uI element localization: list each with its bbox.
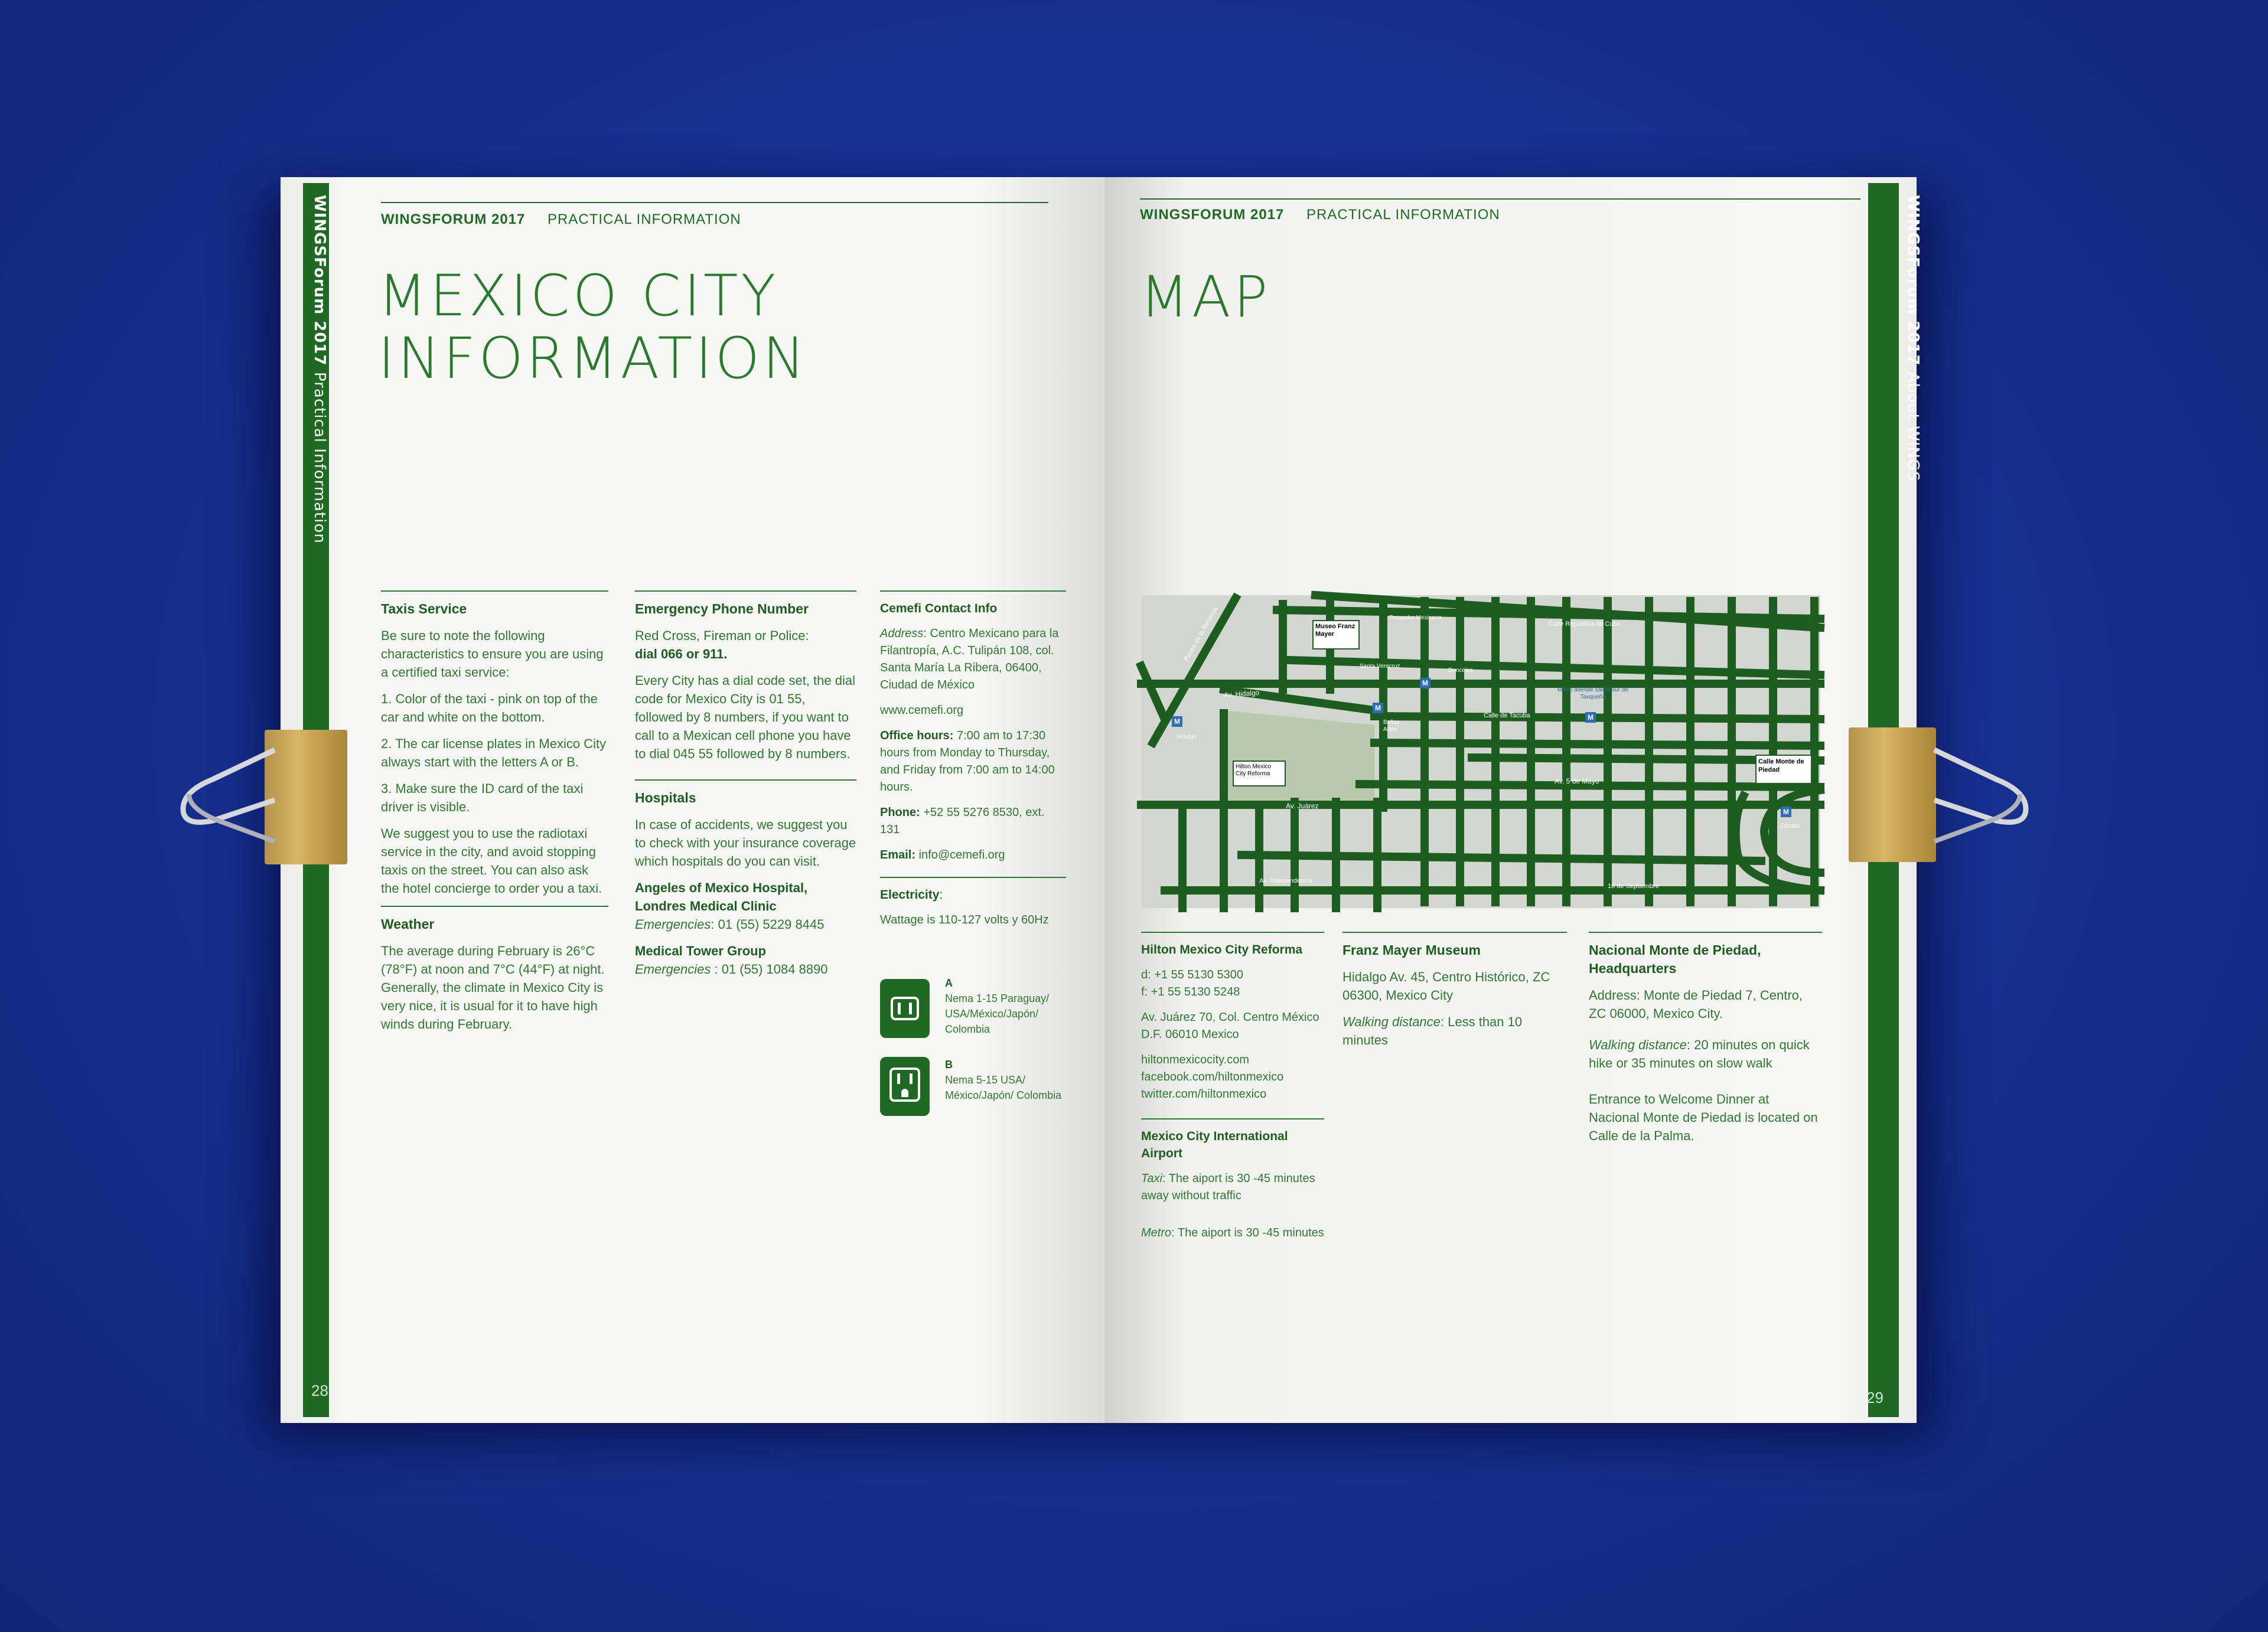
hospitals-text: In case of accidents, we suggest you to check with your insurance coverage which hospitals do you can visit.: [635, 817, 856, 869]
cemefi-email-label: Email:: [880, 848, 916, 861]
plug-b-letter: B: [945, 1059, 953, 1070]
right-header-section: PRACTICAL INFORMATION: [1306, 207, 1500, 223]
map-label-zocalo: Zócalo: [1780, 822, 1800, 830]
monte-address: Address: Monte de Piedad 7, Centro, ZC 06000, Mexico City.: [1589, 988, 1803, 1021]
weather-text: The average during February is 26°C (78°F) at noon and 7°C (44°F) at night. Generally, the climate in Mexico City is very nice, it is usual for it to have high winds during February.: [381, 944, 605, 1032]
map-svg: [1141, 595, 1820, 908]
hilton-info: [1141, 932, 1324, 1250]
hospital1-name: Angeles of Mexico Hospital, Londres Medical Clinic: [635, 880, 808, 913]
plug-type-b-icon: [880, 1057, 930, 1116]
hilton-facebook[interactable]: facebook.com/hiltonmexico: [1141, 1070, 1284, 1083]
metro-icon: M: [1781, 807, 1791, 817]
column-cemefi-electricity: [880, 590, 1066, 937]
hilton-address: Av. Juárez 70, Col. Centro México D.F. 06010 Mexico: [1141, 1011, 1319, 1041]
right-header-rule: [1140, 198, 1860, 200]
metro-icon: M: [1373, 703, 1383, 713]
metro-icon: M: [1420, 678, 1430, 688]
airport-taxi-label: Taxi: [1141, 1172, 1162, 1185]
map-street-5-mayo: Av. 5 de Mayo: [1555, 777, 1599, 785]
monte-heading: Nacional Monte de Piedad, Headquarters: [1589, 942, 1761, 976]
map-street-independencia: Av. Independencia: [1259, 877, 1313, 884]
hilton-heading: Hilton Mexico City Reforma: [1141, 943, 1303, 957]
cemefi-phone: [880, 804, 1066, 838]
map-label-hidalgo-metro: Hidalgo: [1177, 734, 1197, 740]
hospital1-phone: : 01 (55) 5229 8445: [711, 917, 825, 932]
hospital2-name: Medical Tower Group: [635, 944, 767, 958]
plug-a-text: Nema 1-15 Paraguay/ USA/México/Japón/ Colombia: [945, 993, 1050, 1035]
taxis-rule: [381, 590, 608, 592]
cemefi-web: www.cemefi.org: [880, 704, 964, 717]
taxis-advice: We suggest you to use the radiotaxi service in the city, and avoid stopping taxis on the street. You can also ask the hotel concierge to order you a taxi.: [381, 826, 602, 896]
left-header-section: PRACTICAL INFORMATION: [548, 211, 741, 227]
franz-walk: [1342, 1013, 1567, 1049]
cemefi-hours: [880, 727, 1066, 796]
airport-metro-label: Metro: [1141, 1226, 1172, 1239]
hospitals-heading: Hospitals: [635, 790, 696, 805]
cemefi-phone-text: +52 55 5276 8530, ext. 131: [880, 806, 1045, 836]
monte-walk: [1589, 1036, 1822, 1072]
page-title-line1: MEXICO CITY: [378, 263, 779, 329]
right-header: [1140, 207, 1500, 223]
map-street-donceles: Donceles: [1448, 667, 1473, 674]
hospitals-rule: [635, 779, 856, 781]
map-label-metro-allende: Metro allende salida sur de Taxqueña: [1557, 687, 1629, 700]
map-street-cuba: Calle República de Cuba: [1549, 621, 1621, 628]
right-binder-clip: [1849, 727, 1936, 862]
map-label-hilton[interactable]: Hilton Mexico City Reforma: [1233, 760, 1286, 786]
map-title: MAP: [1140, 264, 1271, 330]
left-header: [381, 211, 741, 228]
plug-a-letter: A: [945, 977, 953, 989]
monte-entrance: Entrance to Welcome Dinner at Nacional Monte de Piedad is located on Calle de la Palma.: [1589, 1092, 1818, 1143]
right-spine-title: WINGSForum 2017: [1904, 195, 1922, 366]
map-street-hidalgo: Av. Hidalgo: [1223, 688, 1260, 700]
right-page-number: 29: [1866, 1389, 1884, 1406]
hospital2-phone-line: [635, 960, 856, 978]
left-clip-handle: [171, 738, 284, 856]
emergency-line2: dial 066 or 911.: [635, 647, 728, 661]
page-title-line2: INFORMATION: [378, 325, 808, 391]
left-page-number: 28: [311, 1382, 328, 1399]
plug-type-a-icon: [880, 979, 930, 1038]
monte-info: [1589, 932, 1822, 1153]
cemefi-email-text: info@cemefi.org: [915, 848, 1005, 861]
map-street-tacuba: Calle de Tacuba: [1484, 712, 1530, 719]
monte-walk-label: Walking distance: [1589, 1037, 1687, 1052]
cemefi-heading: Cemefi Contact Info: [880, 602, 998, 615]
map-street-veracruz: Santa Veracruz: [1360, 663, 1400, 670]
airport-metro: [1141, 1225, 1324, 1242]
electricity-text: Wattage is 110-127 volts y 60Hz: [880, 913, 1049, 926]
left-spine-title: WINGSForum 2017: [311, 195, 328, 366]
map-street-pensador: Pensador Mexicano: [1389, 615, 1442, 621]
left-header-brand: WINGSFORUM 2017: [381, 211, 526, 227]
franz-walk-label: Walking distance: [1342, 1014, 1441, 1029]
cemefi-address-text: : Centro Mexicano para la Filantropía, A.C. Tulipán 108, col. Santa María La Ribera, 06400, Ciudad de México: [880, 627, 1059, 691]
column-taxis-weather: [381, 590, 608, 1042]
page-title: [378, 265, 808, 390]
metro-icon: M: [1172, 716, 1182, 727]
map-label-monte[interactable]: Calle Monte de Piedad: [1755, 755, 1812, 784]
hilton-phone: d: +1 55 5130 5300: [1141, 968, 1243, 981]
franz-address: Hidalgo Av. 45, Centro Histórico, ZC 06300, Mexico City: [1342, 970, 1550, 1003]
monte-rule: [1589, 932, 1822, 933]
taxis-intro: Be sure to note the following characteristics to ensure you are using a certified taxi service:: [381, 628, 604, 680]
cemefi-hours-text: 7:00 am to 17:30 hours from Monday to Thursday, and Friday from 7:00 am to 14:00 hours.: [880, 729, 1055, 794]
hospital1-label: Emergencies: [635, 917, 711, 932]
metro-icon: M: [1585, 712, 1596, 723]
map-street-16-sept: 16 de Septiembre: [1608, 883, 1659, 890]
electricity-heading-colon: :: [939, 888, 943, 902]
hilton-rule: [1141, 932, 1324, 933]
airport-metro-text: : The aiport is 30 -45 minutes: [1171, 1226, 1324, 1239]
franz-heading: Franz Mayer Museum: [1342, 942, 1481, 958]
airport-taxi: [1141, 1170, 1324, 1205]
map-street-juarez: Av. Juárez: [1286, 802, 1319, 810]
plug-a-info: [945, 975, 1063, 1037]
hospital2-phone: : 01 (55) 1084 8890: [711, 962, 828, 977]
electricity-heading-line: [880, 886, 1066, 903]
cemefi-email: [880, 847, 1066, 864]
weather-heading: Weather: [381, 916, 435, 932]
franz-rule: [1342, 932, 1567, 933]
left-page: [281, 177, 1104, 1423]
airport-heading: Mexico City International Airport: [1141, 1130, 1288, 1160]
emergency-line1: Red Cross, Fireman or Police:: [635, 628, 809, 643]
city-map[interactable]: [1141, 595, 1820, 908]
taxis-item3: 3. Make sure the ID card of the taxi driver is visible.: [381, 781, 584, 814]
right-clip-handle: [1925, 738, 2038, 856]
emergency-text: Every City has a dial code set, the dial code for Mexico City is 01 55, followed by 8 numbers, if you want to call to a Mexican cell phone you have to dial 045 55 followed by 8 numbers.: [635, 673, 855, 761]
plug-b-info: [945, 1057, 1063, 1103]
cemefi-address: [880, 625, 1066, 694]
right-spine-subtitle: About WINGS: [1904, 372, 1922, 482]
airport-rule: [1141, 1118, 1324, 1119]
taxis-item1: 1. Color of the taxi - pink on top of the car and white on the bottom.: [381, 691, 598, 724]
taxis-item2: 2. The car license plates in Mexico City always start with the letters A or B.: [381, 736, 607, 769]
hospital2-label: Emergencies: [635, 962, 711, 977]
map-label-bellas-artes: Bellas Artes: [1383, 719, 1400, 733]
cemefi-rule: [880, 590, 1066, 592]
map-label-museo[interactable]: Museo Franz Mayer: [1312, 620, 1360, 649]
cemefi-address-label: Address: [880, 627, 924, 640]
franz-walk-text: : Less than 10 minutes: [1342, 1014, 1523, 1047]
emergency-heading: Emergency Phone Number: [635, 601, 809, 616]
emergency-rule: [635, 590, 856, 592]
plug-b-text: Nema 5-15 USA/ México/Japón/ Colombia: [945, 1074, 1062, 1101]
alameda-park: [1224, 710, 1374, 802]
left-spine-subtitle: Practical Information: [311, 372, 328, 544]
airport-taxi-text: : The aiport is 30 -45 minutes away without traffic: [1141, 1172, 1315, 1202]
left-header-rule: [381, 202, 1048, 203]
weather-rule: [381, 906, 608, 907]
right-header-brand: WINGSFORUM 2017: [1140, 207, 1285, 223]
hospital1-phone-line: [635, 915, 856, 933]
cemefi-hours-label: Office hours:: [880, 729, 954, 742]
electricity-heading: Electricity: [880, 888, 940, 902]
hilton-web[interactable]: hiltonmexicocity.com: [1141, 1053, 1250, 1066]
hilton-twitter[interactable]: twitter.com/hiltonmexico: [1141, 1088, 1267, 1101]
hilton-fax: f: +1 55 5130 5248: [1141, 985, 1240, 998]
monte-walk-text: : 20 minutes on quick hike or 35 minutes on slow walk: [1589, 1037, 1810, 1070]
cemefi-phone-label: Phone:: [880, 806, 920, 819]
column-emergency-hospitals: [635, 590, 856, 987]
franz-info: [1342, 932, 1567, 1057]
map-street-reforma: Paseo de la Reforma: [1182, 606, 1220, 662]
taxis-heading: Taxis Service: [381, 601, 467, 616]
electricity-rule: [880, 877, 1066, 878]
